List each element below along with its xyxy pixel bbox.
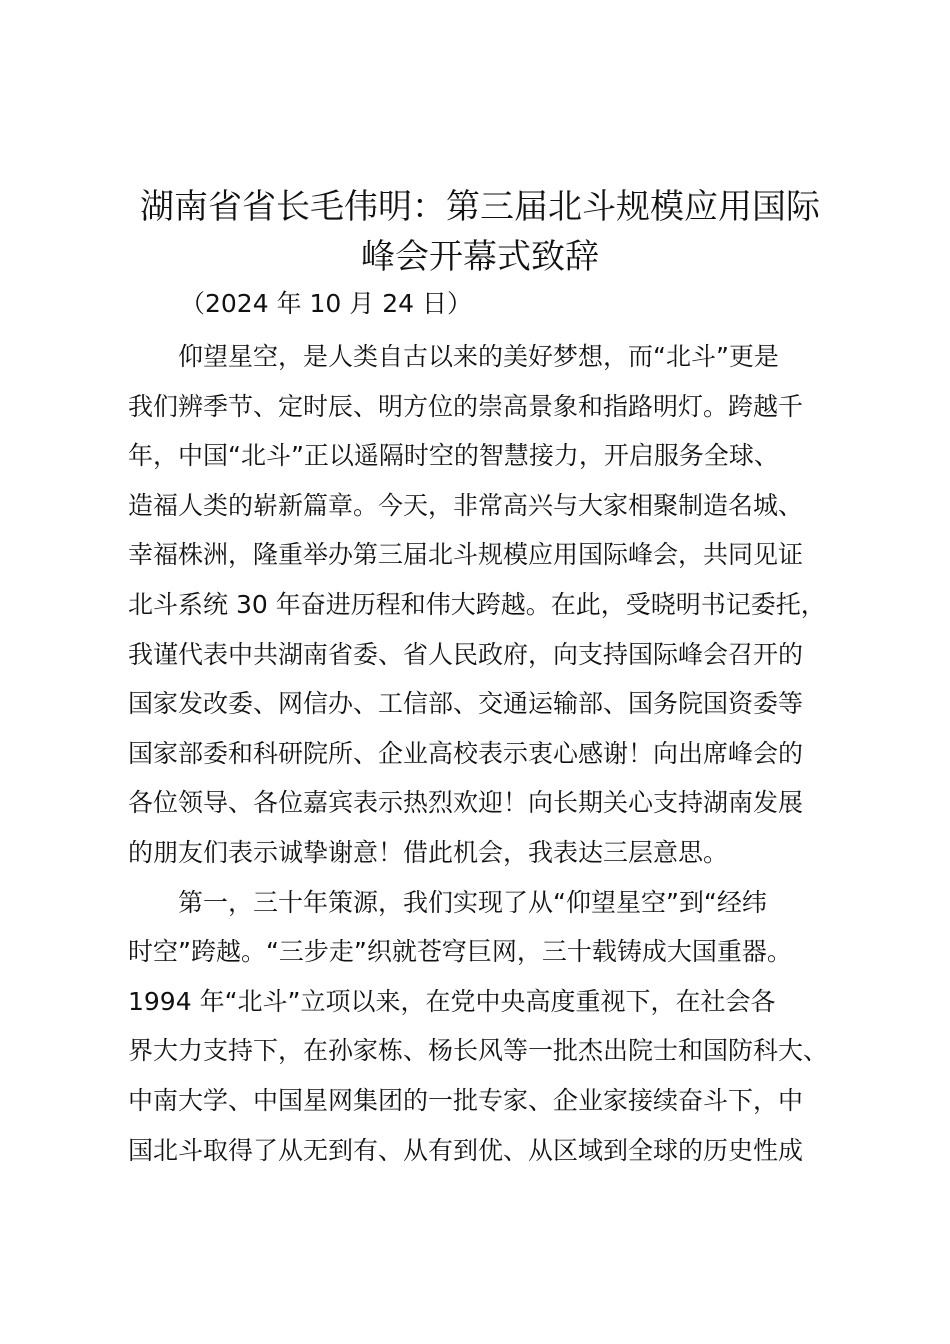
paragraph-2-line: 国北斗取得了从无到有、从有到优、从区域到全球的历史性成 xyxy=(128,1135,804,1165)
paragraph-2-line: 中南大学、中国星网集团的一批专家、企业家接续奋斗下，中 xyxy=(128,1085,804,1115)
paragraph-1-line: 我谨代表中共湖南省委、省人民政府，向支持国际峰会召开的 xyxy=(128,639,804,669)
speech-date: （2024 年 10 月 24 日） xyxy=(180,289,472,318)
paragraph-1-line: 国家部委和科研院所、企业高校表示衷心感谢！向出席峰会的 xyxy=(128,738,804,768)
paragraph-2 xyxy=(128,878,848,1176)
paragraph-1-line: 幸福株洲，隆重举办第三届北斗规模应用国际峰会，共同见证 xyxy=(128,540,804,570)
paragraph-1 xyxy=(128,332,848,878)
paragraph-2-line: 界大力支持下，在孙家栋、杨长风等一批杰出院士和国防科大、 xyxy=(128,1036,829,1066)
paragraph-2-line: 1994 年“北斗”立项以来，在党中央高度重视下，在社会各 xyxy=(128,986,776,1016)
document-title xyxy=(100,182,860,282)
speech-body xyxy=(128,332,848,1175)
title-line-2: 峰会开幕式致辞 xyxy=(361,237,599,277)
paragraph-1-line: 年，中国“北斗”正以遥隔时空的智慧接力，开启服务全球、 xyxy=(128,441,779,471)
paragraph-1-line: 国家发改委、网信办、工信部、交通运输部、国务院国资委等 xyxy=(128,689,804,719)
paragraph-1-line: 的朋友们表示诚挚谢意！借此机会，我表达三层意思。 xyxy=(128,837,729,867)
paragraph-2-line: 时空”跨越。“三步走”织就苍穹巨网，三十载铸成大国重器。 xyxy=(128,937,792,967)
paragraph-1-line: 造福人类的崭新篇章。今天，非常高兴与大家相聚制造名城、 xyxy=(128,490,804,520)
paragraph-1-line: 各位领导、各位嘉宾表示热烈欢迎！向长期关心支持湖南发展 xyxy=(128,788,804,818)
paragraph-1-line: 仰望星空，是人类自古以来的美好梦想，而“北斗”更是 xyxy=(178,342,779,371)
title-line-1: 湖南省省长毛伟明：第三届北斗规模应用国际 xyxy=(140,187,820,227)
paragraph-2-line: 第一，三十年策源，我们实现了从“仰望星空”到“经纬 xyxy=(178,887,767,917)
paragraph-1-line: 北斗系统 30 年奋进历程和伟大跨越。在此，受晓明书记委托， xyxy=(128,589,826,619)
paragraph-1-line: 我们辨季节、定时辰、明方位的崇高景象和指路明灯。跨越千 xyxy=(128,391,804,421)
